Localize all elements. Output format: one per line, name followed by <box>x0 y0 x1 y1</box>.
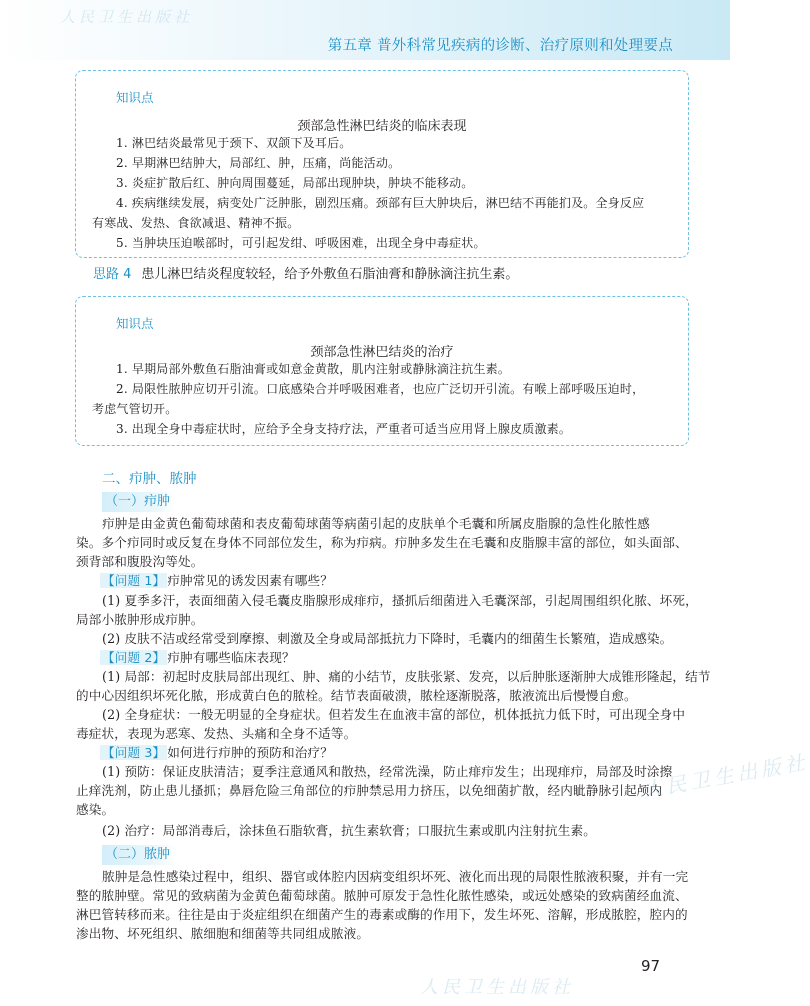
knowledge-line: 有寒战、发热、食欲减退、精神不振。 <box>92 216 300 230</box>
paragraph-line: 局部小脓肿形成疖肿。 <box>76 612 204 627</box>
thinking-text: 患儿淋巴结炎程度较轻，给予外敷鱼石脂油膏和静脉滴注抗生素。 <box>141 267 519 282</box>
thinking-row <box>93 263 518 282</box>
section-heading: 二、疖肿、脓肿 <box>102 471 197 487</box>
knowledge-box-treatment <box>75 296 689 446</box>
paragraph-line: 渗出物、坏死组织、脓细胞和细菌等共同组成脓液。 <box>76 926 370 941</box>
watermark-bottom: 人民卫生出版社 <box>420 977 574 998</box>
question-3 <box>100 744 333 762</box>
paragraph-line: 脓肿是急性感染过程中，组织、器官或体腔内因病变组织坏死、液化而出现的局限性脓液积聚，并有一完 <box>102 869 689 884</box>
knowledge-line: 1. 淋巴结炎最常见于颈下、双颌下及耳后。 <box>116 136 352 150</box>
thinking-tag: 思路 4 <box>93 267 132 282</box>
paragraph-line: 疖肿是由金黄色葡萄球菌和表皮葡萄球菌等病菌引起的皮肤单个毛囊和所属皮脂腺的急性化脓性感 <box>102 516 650 531</box>
knowledge-line: 3. 出现全身中毒症状时，应给予全身支持疗法，严重者可适当应用肾上腺皮质激素。 <box>116 422 572 436</box>
chapter-title: 第五章 普外科常见疾病的诊断、治疗原则和处理要点 <box>327 38 673 54</box>
paragraph-line: 止痒洗剂，防止患儿搔抓；鼻唇危险三角部位的疖肿禁忌用力挤压，以免细菌扩散，经内眦静脉引起颅内 <box>76 783 663 798</box>
knowledge-line: 5. 当肿块压迫喉部时，可引起发绀、呼吸困难，出现全身中毒症状。 <box>116 236 486 250</box>
paragraph-line: 整的脓肿壁。常见的致病菌为金黄色葡萄球菌。脓肿可原发于急性化脓性感染，或远处感染的致病菌经血流、 <box>76 888 688 903</box>
page-number: 97 <box>641 957 661 975</box>
watermark-right-upper: 人民卫生出版社 <box>640 749 810 803</box>
knowledge-line: 3. 炎症扩散后红、肿向周围蔓延，局部出现肿块，肿块不能移动。 <box>116 176 474 190</box>
question-text: 如何进行疖肿的预防和治疗？ <box>167 745 333 760</box>
sub-heading-abscess: （二）脓肿 <box>102 845 176 865</box>
knowledge-line: 1. 早期局部外敷鱼石脂油膏或如意金黄散，肌内注射或静脉滴注抗生素。 <box>116 362 511 376</box>
question-text: 疖肿常见的诱发因素有哪些？ <box>167 573 333 588</box>
question-1 <box>100 572 333 590</box>
paragraph-line: (1) 预防：保证皮肤清洁；夏季注意通风和散热，经常洗澡，防止痱疖发生；出现痱疖，局部及时涂擦 <box>102 764 673 779</box>
paragraph-line: 淋巴管转移而来。往往是由于炎症组织在细菌产生的毒素或酶的作用下，发生坏死、溶解，形成脓腔，腔内的 <box>76 907 688 922</box>
watermark-top: 人民卫生出版社 <box>60 8 194 26</box>
knowledge-title: 颈部急性淋巴结炎的临床表现 <box>297 119 467 134</box>
question-2 <box>100 649 295 667</box>
question-text: 疖肿有哪些临床表现？ <box>167 650 295 665</box>
paragraph-line: 染。多个疖同时或反复在身体不同部位发生，称为疖病。疖肿多发生在毛囊和皮脂腺丰富的部位，如头面部、 <box>76 535 688 550</box>
paragraph-line: 的中心因组织坏死化脓，形成黄白色的脓栓。结节表面破溃，脓栓逐渐脱落，脓液流出后慢慢自愈。 <box>76 688 637 703</box>
question-tag: 【问题 3】 <box>102 745 166 760</box>
knowledge-label: 知识点 <box>116 316 154 331</box>
knowledge-line: 4. 疾病继续发展，病变处广泛肿胀，剧烈压痛。颈部有巨大肿块后，淋巴结不再能扪及。全身反应 <box>116 196 645 210</box>
knowledge-box-clinical <box>75 70 689 258</box>
paragraph-line: 感染。 <box>76 802 115 817</box>
paragraph-line: 毒症状，表现为恶寒、发热、头痛和全身不适等。 <box>76 726 357 741</box>
paragraph-line: (1) 局部：初起时皮肤局部出现红、肿、痛的小结节，皮肤张紧、发亮，以后肿胀逐渐肿大成锥形隆起，结节 <box>102 669 711 684</box>
knowledge-label: 知识点 <box>116 90 154 105</box>
paragraph-line: 颈背部和腹股沟等处。 <box>76 554 204 569</box>
knowledge-line: 考虑气管切开。 <box>92 402 178 416</box>
knowledge-line: 2. 早期淋巴结肿大，局部红、肿，压痛，尚能活动。 <box>116 156 401 170</box>
paragraph-line: (1) 夏季多汗，表面细菌入侵毛囊皮脂腺形成痱疖，搔抓后细菌进入毛囊深部，引起周围组织化脓、坏死， <box>102 593 698 608</box>
knowledge-title: 颈部急性淋巴结炎的治疗 <box>310 345 454 360</box>
paragraph-line: (2) 治疗：局部消毒后，涂抹鱼石脂软膏，抗生素软膏；口服抗生素或肌内注射抗生素。 <box>102 823 596 838</box>
question-tag: 【问题 1】 <box>102 573 166 588</box>
knowledge-line: 2. 局限性脓肿应切开引流。口底感染合并呼吸困难者，也应广泛切开引流。有喉上部呼吸压迫时， <box>116 382 645 396</box>
paragraph-line: (2) 全身症状：一般无明显的全身症状。但若发生在血液丰富的部位，机体抵抗力低下时，可出现全身中 <box>102 707 686 722</box>
paragraph-line: (2) 皮肤不洁或经常受到摩擦、刺激及全身或局部抵抗力下降时，毛囊内的细菌生长繁殖，造成感染。 <box>102 631 673 646</box>
sub-heading-furuncle: （一）疖肿 <box>102 492 176 512</box>
question-tag: 【问题 2】 <box>102 650 166 665</box>
